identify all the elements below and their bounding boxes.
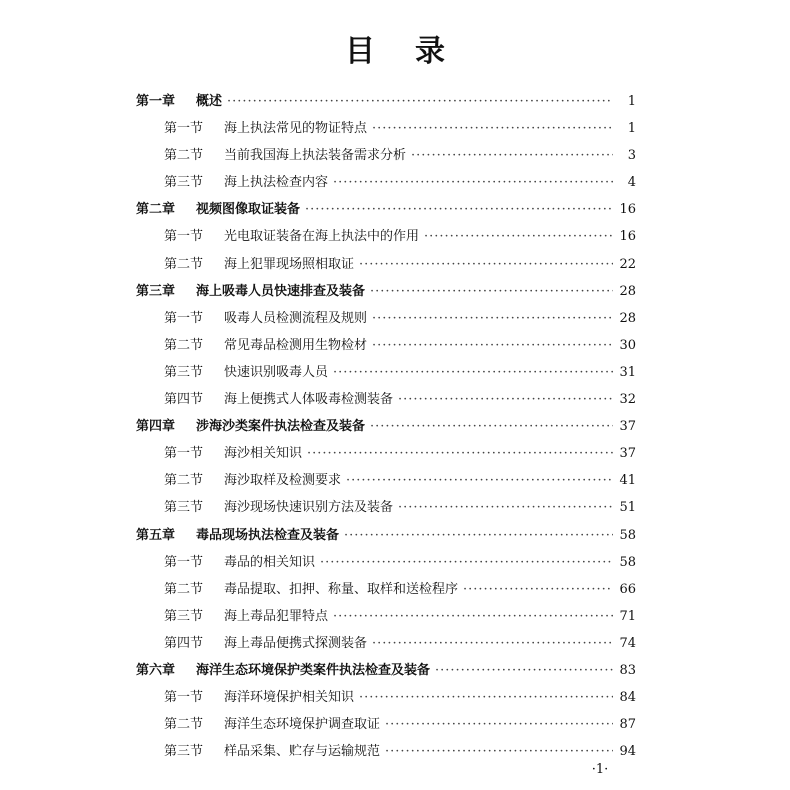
section-number: 第三节 <box>164 364 204 380</box>
page-ref: 87 <box>619 717 636 733</box>
toc-section-row[interactable] <box>136 711 636 738</box>
toc-section-row[interactable] <box>136 630 636 657</box>
page-ref: 1 <box>627 94 636 109</box>
dot-leader <box>372 115 613 142</box>
toc-section-row[interactable] <box>136 305 636 332</box>
chapter-title: 毒品现场执法检查及装备 <box>196 527 340 543</box>
section-title: 当前我国海上执法装备需求分析 <box>224 148 407 164</box>
section-number: 第一节 <box>164 690 204 706</box>
section-number: 第一节 <box>164 229 204 245</box>
page-ref: 28 <box>619 283 636 299</box>
toc-section-row[interactable] <box>136 223 636 250</box>
dot-leader <box>307 440 613 467</box>
section-title: 海上毒品便携式探测装备 <box>224 635 368 651</box>
chapter-title: 海上吸毒人员快速排查及装备 <box>196 283 366 299</box>
section-number: 第三节 <box>164 744 204 760</box>
section-title: 海上执法常见的物证特点 <box>224 121 368 137</box>
toc-section-row[interactable] <box>136 386 636 413</box>
page-ref: 4 <box>627 175 636 191</box>
page-ref: 74 <box>619 635 636 651</box>
section-number: 第二节 <box>164 473 204 489</box>
page-ref: 31 <box>619 364 636 380</box>
section-number: 第二节 <box>164 717 204 733</box>
section-number: 第三节 <box>164 175 204 191</box>
section-title: 海沙取样及检测要求 <box>224 473 342 489</box>
section-number: 第一节 <box>164 121 204 137</box>
dot-leader <box>424 223 613 250</box>
page-ref: 41 <box>619 473 636 489</box>
toc-section-row[interactable] <box>136 115 636 142</box>
section-title: 样品采集、贮存与运输规范 <box>224 744 381 760</box>
dot-leader <box>320 549 613 576</box>
dot-leader <box>372 630 613 657</box>
page-ref: 94 <box>619 744 636 760</box>
dot-leader <box>372 305 613 332</box>
section-number: 第四节 <box>164 635 204 651</box>
section-number: 第二节 <box>164 337 204 353</box>
page-ref: 37 <box>619 419 636 435</box>
page-ref: 51 <box>619 500 636 516</box>
toc-section-row[interactable] <box>136 332 636 359</box>
section-title: 常见毒品检测用生物检材 <box>224 337 368 353</box>
section-title: 海上毒品犯罪特点 <box>224 608 329 624</box>
toc-chapter-row[interactable] <box>136 413 636 440</box>
section-title: 海沙相关知识 <box>224 446 303 462</box>
section-title: 吸毒人员检测流程及规则 <box>224 310 368 326</box>
title-char-1: 目 <box>345 34 375 69</box>
page-ref: 1 <box>627 121 636 137</box>
page-ref: 28 <box>619 310 636 326</box>
dot-leader <box>398 494 613 521</box>
dot-leader <box>435 657 613 684</box>
section-title: 海上犯罪现场照相取证 <box>224 256 355 272</box>
dot-leader <box>463 576 613 603</box>
toc-section-row[interactable] <box>136 440 636 467</box>
page-ref: 22 <box>619 256 636 272</box>
dot-leader <box>346 467 613 494</box>
dot-leader <box>227 88 613 115</box>
chapter-title: 海洋生态环境保护类案件执法检查及装备 <box>196 662 431 678</box>
toc-section-row[interactable] <box>136 142 636 169</box>
section-number: 第二节 <box>164 581 204 597</box>
chapter-number: 第五章 <box>136 527 176 543</box>
toc-section-row[interactable] <box>136 494 636 521</box>
section-title: 光电取证装备在海上执法中的作用 <box>224 229 420 245</box>
page-ref: 66 <box>619 581 636 597</box>
title-char-2: 录 <box>415 34 445 69</box>
section-number: 第三节 <box>164 500 204 516</box>
section-number: 第三节 <box>164 608 204 624</box>
dot-leader <box>359 684 613 711</box>
chapter-title: 概述 <box>196 94 223 109</box>
section-title: 海上便携式人体吸毒检测装备 <box>224 392 394 408</box>
section-title: 海沙现场快速识别方法及装备 <box>224 500 394 516</box>
toc-section-row[interactable] <box>136 251 636 278</box>
page-ref: 16 <box>619 229 636 245</box>
chapter-number: 第一章 <box>136 94 176 109</box>
section-number: 第四节 <box>164 392 204 408</box>
toc-chapter-row[interactable] <box>136 657 636 684</box>
page-title <box>0 26 790 70</box>
dot-leader <box>398 386 613 413</box>
page-ref: 71 <box>619 608 636 624</box>
page-ref: 58 <box>619 554 636 570</box>
section-number: 第一节 <box>164 554 204 570</box>
dot-leader <box>333 359 613 386</box>
section-title: 海洋环境保护相关知识 <box>224 690 355 706</box>
dot-leader <box>370 278 613 305</box>
chapter-number: 第四章 <box>136 419 176 435</box>
toc-section-row[interactable] <box>136 549 636 576</box>
section-title: 毒品提取、扣押、称量、取样和送检程序 <box>224 581 459 597</box>
dot-leader <box>305 196 613 223</box>
toc-section-row[interactable] <box>136 576 636 603</box>
dot-leader <box>344 522 613 549</box>
dot-leader <box>333 169 613 196</box>
chapter-number: 第二章 <box>136 202 176 218</box>
section-number: 第一节 <box>164 446 204 462</box>
page-number-footer: ·1· <box>591 762 609 777</box>
section-title: 毒品的相关知识 <box>224 554 316 570</box>
toc-section-row[interactable] <box>136 467 636 494</box>
section-title: 快速识别吸毒人员 <box>224 364 329 380</box>
chapter-title: 涉海沙类案件执法检查及装备 <box>196 419 366 435</box>
page-ref: 32 <box>619 392 636 408</box>
page-ref: 16 <box>619 202 636 218</box>
dot-leader <box>333 603 613 630</box>
chapter-number: 第六章 <box>136 662 176 678</box>
toc-chapter-row[interactable] <box>136 88 636 115</box>
dot-leader <box>372 332 613 359</box>
toc-chapter-row[interactable] <box>136 196 636 223</box>
section-title: 海上执法检查内容 <box>224 175 329 191</box>
dot-leader <box>370 413 613 440</box>
toc-section-row[interactable] <box>136 603 636 630</box>
toc-chapter-row[interactable] <box>136 522 636 549</box>
page-ref: 3 <box>627 148 636 164</box>
page-ref: 30 <box>619 337 636 353</box>
table-of-contents <box>136 88 636 765</box>
section-number: 第二节 <box>164 256 204 272</box>
page-ref: 37 <box>619 446 636 462</box>
dot-leader <box>359 251 613 278</box>
section-number: 第二节 <box>164 148 204 164</box>
chapter-title: 视频图像取证装备 <box>196 202 301 218</box>
page-ref: 58 <box>619 527 636 543</box>
dot-leader <box>411 142 613 169</box>
page-ref: 84 <box>619 690 636 706</box>
toc-section-row[interactable] <box>136 684 636 711</box>
toc-section-row[interactable] <box>136 359 636 386</box>
section-number: 第一节 <box>164 310 204 326</box>
chapter-number: 第三章 <box>136 283 176 299</box>
dot-leader <box>385 711 613 738</box>
page-ref: 83 <box>619 662 636 678</box>
toc-section-row[interactable] <box>136 169 636 196</box>
toc-chapter-row[interactable] <box>136 278 636 305</box>
section-title: 海洋生态环境保护调查取证 <box>224 717 381 733</box>
